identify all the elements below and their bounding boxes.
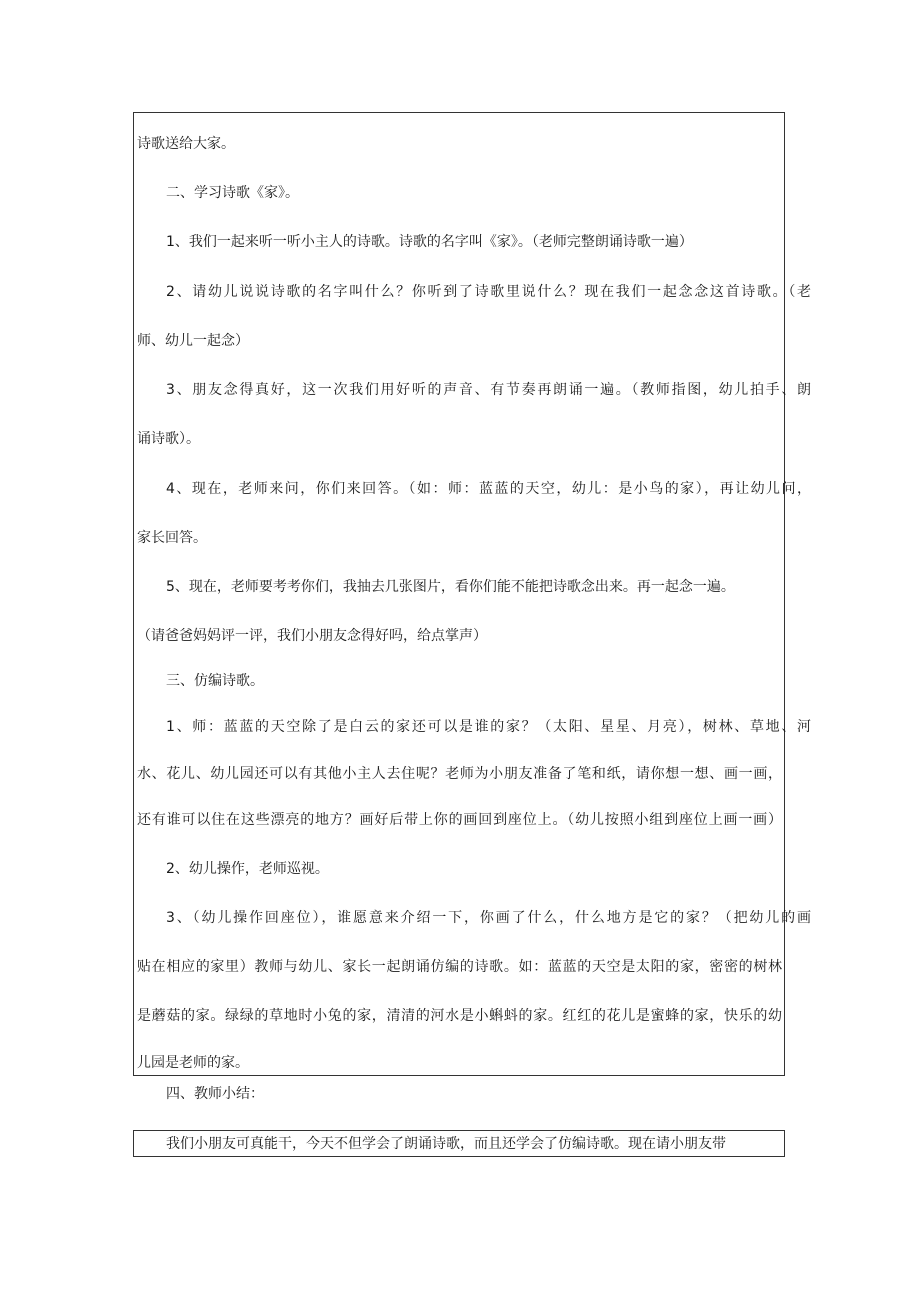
heading-section-three: 三、仿编诗歌。 <box>166 673 264 689</box>
text-line-step-5b: （请爸爸妈妈评一评，我们小朋友念得好吗，给点掌声） <box>137 628 487 644</box>
heading-section-two: 二、学习诗歌《家》。 <box>166 185 299 201</box>
text-line-step-3-3c: 是蘑菇的家。绿绿的草地时小兔的家，清清的河水是小蝌蚪的家。红红的花儿是蜜蜂的家，快乐的幼 <box>137 1008 782 1024</box>
text-line-step-4b: 家长回答。 <box>137 530 207 546</box>
text-line-step-3-1c: 还有谁可以住在这些漂亮的地方？画好后带上你的画回到座位上。（幼儿按照小组到座位上画一画） <box>137 812 782 828</box>
text-line-step-3b: 诵诗歌）。 <box>137 431 200 447</box>
text-line-step-3-2: 2、幼儿操作，老师巡视。 <box>166 861 329 877</box>
text-line-step-3-3d: 儿园是老师的家。 <box>137 1055 249 1071</box>
text-line-step-1: 1、我们一起来听一听小主人的诗歌。诗歌的名字叫《家》。（老师完整朗诵诗歌一遍） <box>166 234 693 250</box>
text-line-step-4a: 4、现在，老师来问，你们来回答。（如：师：蓝蓝的天空，幼儿：是小鸟的家），再让幼儿问， <box>166 481 811 497</box>
heading-section-four: 四、教师小结： <box>166 1086 264 1102</box>
text-line-step-5a: 5、现在，老师要考考你们，我抽去几张图片，看你们能不能把诗歌念出来。再一起念一遍。 <box>166 579 735 595</box>
text-line-step-2b: 师、幼儿一起念） <box>137 333 249 349</box>
text-line-1: 诗歌送给大家。 <box>137 136 235 152</box>
text-line-step-3-3b: 贴在相应的家里）教师与幼儿、家长一起朗诵仿编的诗歌。如：蓝蓝的天空是太阳的家，密密的树林 <box>137 959 782 975</box>
summary-text-line: 我们小朋友可真能干，今天不但学会了朗诵诗歌，而且还学会了仿编诗歌。现在请小朋友带 <box>166 1136 726 1152</box>
text-line-step-2a: 2、请幼儿说说诗歌的名字叫什么？你听到了诗歌里说什么？现在我们一起念念这首诗歌。（老 <box>166 284 811 300</box>
text-line-step-3-1b: 水、花儿、幼儿园还可以有其他小主人去住呢？老师为小朋友准备了笔和纸，请你想一想、画一画， <box>137 766 782 782</box>
text-line-step-3a: 3、朋友念得真好，这一次我们用好听的声音、有节奏再朗诵一遍。（教师指图，幼儿拍手、朗 <box>166 382 811 398</box>
text-line-step-3-3a: 3、（幼儿操作回座位），谁愿意来介绍一下，你画了什么，什么地方是它的家？（把幼儿的画 <box>166 910 811 926</box>
text-line-step-3-1a: 1、师：蓝蓝的天空除了是白云的家还可以是谁的家？（太阳、星星、月亮），树林、草地、河 <box>166 719 811 735</box>
